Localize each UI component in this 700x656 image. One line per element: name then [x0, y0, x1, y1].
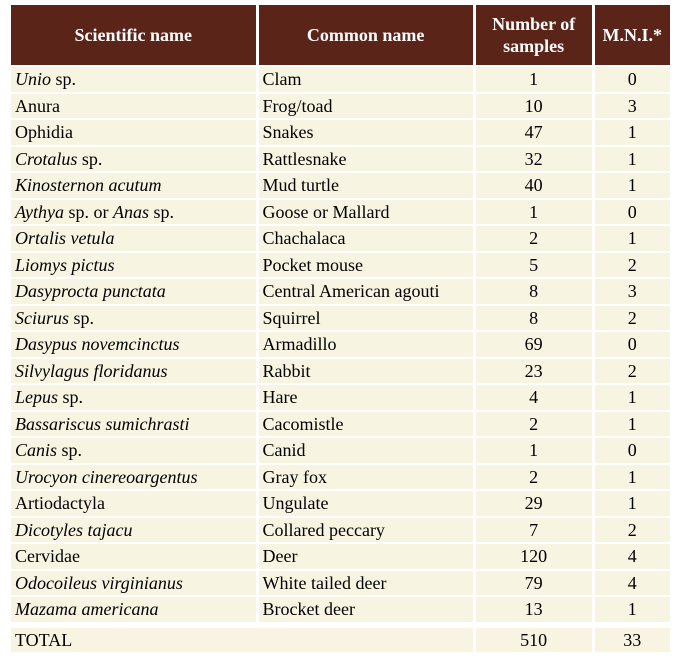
scientific-name-part: Dasyprocta punctata: [15, 281, 166, 302]
scientific-name-part: sp.: [148, 201, 174, 222]
table-row: [11, 465, 670, 490]
table-row: [11, 544, 670, 569]
scientific-name-part: sp.: [57, 440, 83, 461]
table-row: [11, 332, 670, 357]
mni-cell: 2: [595, 306, 670, 331]
mni-cell: 1: [595, 465, 670, 490]
scientific-name-part: Dicotyles tajacu: [15, 519, 133, 540]
common-name-cell: Pocket mouse: [259, 253, 473, 278]
header-common-name: Common name: [259, 5, 473, 65]
samples-cell: 29: [476, 491, 592, 516]
scientific-name-part: sp.: [69, 307, 95, 328]
total-row: [11, 628, 670, 652]
mni-cell: 4: [595, 544, 670, 569]
scientific-name-cell: [11, 359, 256, 384]
scientific-name-cell: [11, 253, 256, 278]
samples-cell: 4: [476, 385, 592, 410]
common-name-cell: Deer: [259, 544, 473, 569]
scientific-name-part: Anura: [15, 95, 60, 116]
table-row: [11, 147, 670, 172]
total-mni: 33: [595, 628, 670, 652]
scientific-name-part: Liomys pictus: [15, 254, 115, 275]
scientific-name-part: Dasypus novemcinctus: [15, 334, 180, 355]
scientific-name-cell: [11, 67, 256, 92]
scientific-name-part: Silvylagus floridanus: [15, 360, 168, 381]
scientific-name-cell: [11, 173, 256, 198]
scientific-name-part: Anas: [112, 201, 149, 222]
samples-cell: 1: [476, 200, 592, 225]
scientific-name-cell: [11, 544, 256, 569]
scientific-name-cell: [11, 94, 256, 119]
samples-cell: 1: [476, 67, 592, 92]
scientific-name-part: Mazama americana: [15, 599, 159, 620]
scientific-name-cell: [11, 465, 256, 490]
scientific-name-part: sp.: [77, 148, 103, 169]
scientific-name-cell: [11, 200, 256, 225]
table-row: [11, 226, 670, 251]
table-row: [11, 385, 670, 410]
scientific-name-cell: [11, 120, 256, 145]
scientific-name-part: Crotalus: [15, 148, 78, 169]
common-name-cell: Rattlesnake: [259, 147, 473, 172]
scientific-name-part: Odocoileus virginianus: [15, 572, 183, 593]
common-name-cell: White tailed deer: [259, 571, 473, 596]
common-name-cell: Armadillo: [259, 332, 473, 357]
samples-cell: 13: [476, 597, 592, 622]
common-name-cell: Collared peccary: [259, 518, 473, 543]
mni-cell: 1: [595, 597, 670, 622]
scientific-name-part: Ophidia: [15, 122, 73, 143]
samples-cell: 47: [476, 120, 592, 145]
mni-cell: 3: [595, 94, 670, 119]
mni-cell: 0: [595, 332, 670, 357]
mni-cell: 3: [595, 279, 670, 304]
mni-cell: 1: [595, 226, 670, 251]
table-row: [11, 412, 670, 437]
table-row: [11, 67, 670, 92]
samples-cell: 40: [476, 173, 592, 198]
scientific-name-cell: [11, 332, 256, 357]
samples-cell: 120: [476, 544, 592, 569]
scientific-name-cell: [11, 597, 256, 622]
scientific-name-part: Artiodactyla: [15, 493, 105, 514]
common-name-cell: Chachalaca: [259, 226, 473, 251]
header-row: [11, 5, 670, 65]
samples-cell: 2: [476, 465, 592, 490]
mni-cell: 1: [595, 385, 670, 410]
samples-cell: 5: [476, 253, 592, 278]
table-row: [11, 173, 670, 198]
table-row: [11, 306, 670, 331]
total-spacer: [11, 624, 670, 626]
mni-cell: 0: [595, 200, 670, 225]
scientific-name-cell: [11, 438, 256, 463]
table-row: [11, 571, 670, 596]
total-label: TOTAL: [11, 628, 473, 652]
samples-cell: 23: [476, 359, 592, 384]
common-name-cell: Rabbit: [259, 359, 473, 384]
scientific-name-cell: [11, 571, 256, 596]
scientific-name-cell: [11, 385, 256, 410]
common-name-cell: Central American agouti: [259, 279, 473, 304]
mni-cell: 1: [595, 173, 670, 198]
samples-cell: 2: [476, 226, 592, 251]
common-name-cell: Squirrel: [259, 306, 473, 331]
scientific-name-cell: [11, 518, 256, 543]
common-name-cell: Canid: [259, 438, 473, 463]
common-name-cell: Snakes: [259, 120, 473, 145]
mni-cell: 0: [595, 67, 670, 92]
table-row: [11, 279, 670, 304]
samples-cell: 1: [476, 438, 592, 463]
common-name-cell: Ungulate: [259, 491, 473, 516]
table-row: [11, 491, 670, 516]
common-name-cell: Clam: [259, 67, 473, 92]
common-name-cell: Cacomistle: [259, 412, 473, 437]
scientific-name-part: Aythya: [15, 201, 64, 222]
scientific-name-part: Lepus: [15, 387, 59, 408]
samples-cell: 2: [476, 412, 592, 437]
mni-cell: 2: [595, 253, 670, 278]
header-number-of-samples: Number of samples: [476, 5, 592, 65]
fauna-table: [8, 3, 673, 654]
scientific-name-part: sp.: [51, 69, 77, 90]
samples-cell: 32: [476, 147, 592, 172]
header-mni: M.N.I.*: [595, 5, 670, 65]
table-row: [11, 438, 670, 463]
samples-cell: 7: [476, 518, 592, 543]
table-row: [11, 200, 670, 225]
samples-cell: 8: [476, 306, 592, 331]
scientific-name-cell: [11, 147, 256, 172]
table-row: [11, 120, 670, 145]
scientific-name-part: Kinosternon acutum: [15, 175, 162, 196]
header-scientific-name: Scientific name: [11, 5, 256, 65]
scientific-name-cell: [11, 226, 256, 251]
scientific-name-part: Bassariscus sumichrasti: [15, 413, 190, 434]
mni-cell: 2: [595, 518, 670, 543]
common-name-cell: Hare: [259, 385, 473, 410]
scientific-name-part: sp.: [58, 387, 84, 408]
table-row: [11, 359, 670, 384]
scientific-name-part: Urocyon cinereoargentus: [15, 466, 198, 487]
samples-cell: 10: [476, 94, 592, 119]
mni-cell: 1: [595, 412, 670, 437]
common-name-cell: Mud turtle: [259, 173, 473, 198]
common-name-cell: Goose or Mallard: [259, 200, 473, 225]
scientific-name-cell: [11, 412, 256, 437]
scientific-name-part: sp. or: [63, 201, 113, 222]
table-row: [11, 253, 670, 278]
scientific-name-cell: [11, 279, 256, 304]
common-name-cell: Brocket deer: [259, 597, 473, 622]
scientific-name-part: Sciurus: [15, 307, 69, 328]
mni-cell: 1: [595, 120, 670, 145]
common-name-cell: Frog/toad: [259, 94, 473, 119]
mni-cell: 0: [595, 438, 670, 463]
mni-cell: 1: [595, 147, 670, 172]
scientific-name-part: Ortalis vetula: [15, 228, 115, 249]
mni-cell: 2: [595, 359, 670, 384]
table-row: [11, 597, 670, 622]
spacer-cell: [11, 624, 670, 626]
scientific-name-part: Cervidae: [15, 546, 80, 567]
mni-cell: 1: [595, 491, 670, 516]
common-name-cell: Gray fox: [259, 465, 473, 490]
scientific-name-cell: [11, 306, 256, 331]
samples-cell: 8: [476, 279, 592, 304]
scientific-name-part: Unio: [15, 69, 51, 90]
table-row: [11, 518, 670, 543]
scientific-name-cell: [11, 491, 256, 516]
samples-cell: 69: [476, 332, 592, 357]
mni-cell: 4: [595, 571, 670, 596]
total-samples: 510: [476, 628, 592, 652]
scientific-name-part: Canis: [15, 440, 58, 461]
table-row: [11, 94, 670, 119]
samples-cell: 79: [476, 571, 592, 596]
